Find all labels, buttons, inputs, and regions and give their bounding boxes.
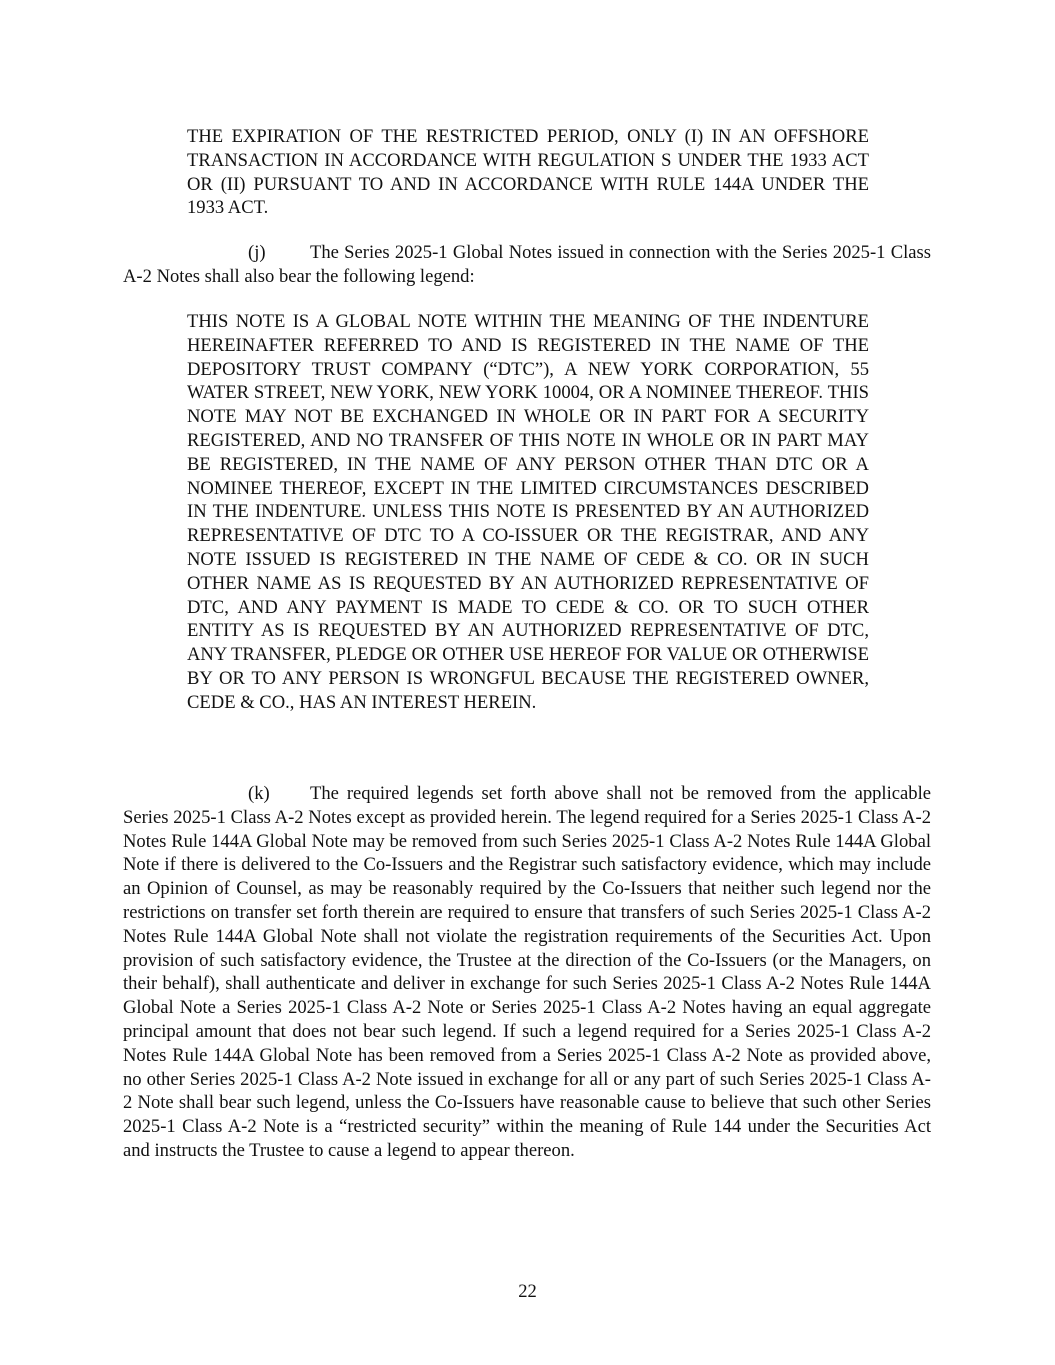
- paragraph-k-label: (k): [248, 783, 270, 804]
- paragraph-j-text: The Series 2025-1 Global Notes issued in connection with the Series 2025-1 Class A-2 Notes shall also bear the following legend:: [123, 242, 931, 287]
- restricted-period-legend-continuation: THE EXPIRATION OF THE RESTRICTED PERIOD, ONLY (I) IN AN OFFSHORE TRANSACTION IN ACCORDANCE WITH REGULATION S UNDER THE 1933 ACT OR (II) PURSUANT TO AND IN ACCORDANCE WITH RULE 144A UNDER THE 1933 ACT.: [187, 126, 869, 219]
- global-note-legend: THIS NOTE IS A GLOBAL NOTE WITHIN THE MEANING OF THE INDENTURE HEREINAFTER REFERRED TO AND IS REGISTERED IN THE NAME OF THE DEPOSITORY TRUST COMPANY (“DTC”), A NEW YORK CORPORATION, 55 WATER STREET, NEW YORK, NEW YORK 10004, OR A NOMINEE THEREOF. THIS NOTE MAY NOT BE EXCHANGED IN WHOLE OR IN PART FOR A SECURITY REGISTERED, AND NO TRANSFER OF THIS NOTE IN WHOLE OR IN PART MAY BE REGISTERED, IN THE NAME OF ANY PERSON OTHER THAN DTC OR A NOMINEE THEREOF, EXCEPT IN THE LIMITED CIRCUMSTANCES DESCRIBED IN THE INDENTURE. UNLESS THIS NOTE IS PRESENTED BY AN AUTHORIZED REPRESENTATIVE OF DTC TO A CO-ISSUER OR THE REGISTRAR, AND ANY NOTE ISSUED IS REGISTERED IN THE NAME OF CEDE & CO. OR IN SUCH OTHER NAME AS IS REQUESTED BY AN AUTHORIZED REPRESENTATIVE OF DTC, AND ANY PAYMENT IS MADE TO CEDE & CO. OR TO SUCH OTHER ENTITY AS IS REQUESTED BY AN AUTHORIZED REPRESENTATIVE OF DTC, ANY TRANSFER, PLEDGE OR OTHER USE HEREOF FOR VALUE OR OTHERWISE BY OR TO ANY PERSON IS WRONGFUL BECAUSE THE REGISTERED OWNER, CEDE & CO., HAS AN INTEREST HEREIN.: [187, 311, 869, 713]
- paragraph-k-text: The required legends set forth above shall not be removed from the applicable Series 2025-1 Class A-2 Notes except as provided herein. The legend required for a Series 2025-1 Class A-2 Notes Rule 144A Global Note may be removed from such Series 2025-1 Class A-2 Notes Rule 144A Global Note if there is delivered to the Co-Issuers and the Registrar such satisfactory evidence, which may include an Opinion of Counsel, as may be reasonably required by the Co-Issuers that neither such legend nor the restrictions on transfer set forth therein are required to ensure that transfers of such Series 2025-1 Class A-2 Notes Rule 144A Global Note shall not violate the registration requirements of the Securities Act. Upon provision of such satisfactory evidence, the Trustee at the direction of the Co-Issuers (or the Managers, on their behalf), shall authenticate and deliver in exchange for such Series 2025-1 Class A-2 Notes Rule 144A Global Note a Series 2025-1 Class A-2 Note or Series 2025-1 Class A-2 Notes having an equal aggregate principal amount that does not bear such legend. If such a legend required for a Series 2025-1 Class A-2 Notes Rule 144A Global Note has been removed from a Series 2025-1 Class A-2 Note as provided above, no other Series 2025-1 Class A-2 Note issued in exchange for all or any part of such Series 2025-1 Class A-2 Note shall bear such legend, unless the Co-Issuers have reasonable cause to believe that such other Series 2025-1 Class A-2 Note is a “restricted security” within the meaning of Rule 144 under the Securities Act and instructs the Trustee to cause a legend to appear thereon.: [123, 783, 931, 1161]
- paragraph-k: [123, 782, 931, 1163]
- paragraph-j: [123, 241, 931, 289]
- page-number: 22: [518, 1281, 537, 1302]
- paragraph-j-label: (j): [248, 242, 266, 263]
